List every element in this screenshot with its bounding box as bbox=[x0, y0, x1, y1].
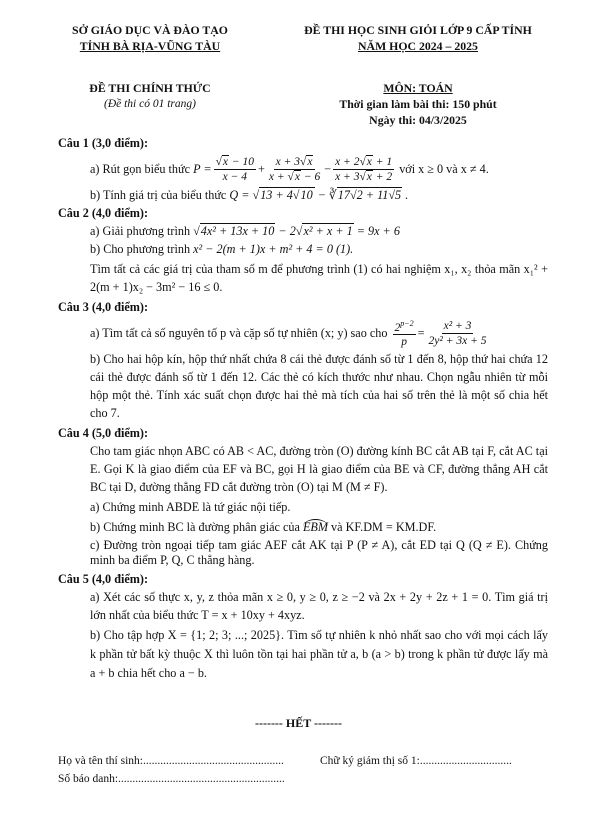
question-1b bbox=[90, 186, 548, 204]
question-5a: a) Xét các số thực x, y, z thỏa mãn x ≥ 0, y ≥ 0, z ≥ −2 và 2x + 2y + 2z + 1 = 0. Tìm giá trị lớn nhất của biểu thức T = x + 10xy + 4xyz. bbox=[90, 590, 548, 622]
invigilator-signature-line: Chữ ký giám thị số 1:................................ bbox=[320, 755, 512, 767]
question-4-intro: Cho tam giác nhọn ABC có AB < AC, đường tròn (O) đường kính BC cắt AB tại F, cắt AC tại E. Gọi K là giao điểm của EF và BC, gọi H là giao điểm của BE và CF, đường thẳng AH cắt BC tại D, đường thẳng FD cắt đường tròn (O) tại M (M ≠ F). bbox=[90, 444, 548, 494]
pages-note: (Đề thi có 01 trang) bbox=[104, 98, 196, 110]
question-5b: b) Cho tập hợp X = {1; 2; 3; ...; 2025}. Tìm số tự nhiên k nhỏ nhất sao cho với mọi cách lấy k phần tử bất kỳ thuộc X thì luôn tồn tại hai phần tử a, b (a > b) trong k phần tử được lấy mà a + b chia hết cho a − b. bbox=[90, 628, 548, 680]
question-2b-more: Tìm tất cả các giá trị của tham số m để phương trình (1) có hai nghiệm x₁, x₂ thỏa mãn x₁² + 2(m + 1)x₂ − 3m² − 16 ≤ 0. bbox=[90, 262, 548, 294]
question-2a bbox=[90, 222, 548, 240]
duration-label: Thời gian làm bài thi: 150 phút bbox=[339, 97, 497, 111]
department-line-2: TỈNH BÀ RỊA-VŨNG TÀU bbox=[79, 39, 221, 53]
candidate-number-line: Số báo danh:.......................................................... bbox=[58, 773, 285, 785]
exam-date-label: Ngày thi: 04/3/2025 bbox=[369, 113, 467, 127]
question-1a-condition: với x ≥ 0 và x ≠ 4. bbox=[399, 162, 489, 176]
formula-p: P = bbox=[193, 162, 212, 176]
question-4b-tail: và KF.DM = KM.DF. bbox=[331, 520, 437, 534]
formula-p-frac1: $\frac{√x - 10}{x - 4}$ bbox=[215, 155, 255, 183]
footer bbox=[58, 752, 558, 788]
exam-content bbox=[58, 134, 548, 683]
department-header bbox=[40, 22, 260, 54]
formula-3a-left: $\frac{2^{p-2}}{p}$ bbox=[394, 318, 414, 349]
question-4a: a) Chứng minh ABDE là tứ giác nội tiếp. bbox=[90, 500, 291, 514]
formula-2a: √4x² + 13x + 10 − 2√x² + x + 1 = 9x + 6 bbox=[193, 224, 400, 238]
question-2b bbox=[90, 240, 548, 258]
question-2b-text: b) Cho phương trình bbox=[90, 242, 191, 256]
formula-p-frac3: $\frac{x + 2√x + 1}{x + 3√x + 2}$ bbox=[335, 155, 393, 183]
angle-ebm: EBM bbox=[302, 520, 328, 534]
department-line-1: SỞ GIÁO DỤC VÀ ĐÀO TẠO bbox=[72, 23, 228, 37]
question-2a-text: a) Giải phương trình bbox=[90, 224, 191, 238]
exam-header bbox=[268, 22, 568, 54]
question-1a-text: a) Rút gọn biểu thức bbox=[90, 162, 191, 176]
question-4-title: Câu 4 (5,0 điểm): bbox=[58, 426, 149, 440]
formula-2b: x² − 2(m + 1)x + m² + 4 = 0 (1). bbox=[193, 242, 354, 256]
question-3-title: Câu 3 (4,0 điểm): bbox=[58, 300, 149, 314]
exam-title: ĐỀ THI HỌC SINH GIỎI LỚP 9 CẤP TỈNH bbox=[304, 23, 532, 37]
subject-label: MÔN: TOÁN bbox=[383, 81, 453, 95]
question-1b-text: b) Tính giá trị của biểu thức bbox=[90, 188, 227, 202]
school-year: NĂM HỌC 2024 – 2025 bbox=[358, 39, 478, 53]
formula-3a-right: $\frac{\text{x² + 3}}{\text{2y² + 3x + 5}}$ bbox=[428, 319, 487, 347]
question-3a-text: a) Tìm tất cả số nguyên tố p và cặp số tự nhiên (x; y) sao cho bbox=[90, 326, 388, 340]
question-4c: c) Đường tròn ngoại tiếp tam giác AEF cắt AK tại P (P ≠ A), cắt ED tại Q (Q ≠ E). Chứng minh ba điểm P, Q, C thẳng hàng. bbox=[90, 538, 548, 567]
official-block bbox=[40, 80, 260, 112]
question-3b: b) Cho hai hộp kín, hộp thứ nhất chứa 8 cái thẻ được đánh số từ 1 đến 8, hộp thứ hai chứa 12 cái thẻ được đánh số từ 1 đến 12. Các thẻ có kích thước như nhau. Chọn ngẫu nhiên từ mỗi hộp một thẻ. Tính xác suất chọn được hai thẻ mà tích của hai số trên thẻ là một số chia hết cho 7. bbox=[90, 352, 548, 420]
formula-q: Q = √13 + 4√10 − ∛17√2 + 11√5 . bbox=[229, 188, 409, 202]
formula-p-frac2: $\frac{x + 3√x}{x + √x - 6}$ bbox=[268, 155, 321, 183]
end-mark: ------- HẾT ------- bbox=[254, 716, 343, 730]
subject-block bbox=[268, 80, 568, 128]
question-5-title: Câu 5 (4,0 điểm): bbox=[58, 572, 149, 586]
official-label: ĐỀ THI CHÍNH THỨC bbox=[89, 81, 211, 95]
candidate-name-line: Họ và tên thí sinh:................................................. bbox=[58, 755, 284, 767]
question-4b-text: b) Chứng minh BC là đường phân giác của bbox=[90, 520, 300, 534]
question-4b bbox=[90, 518, 548, 536]
question-3a: a) Tìm tất cả số nguyên tố p và cặp số tự nhiên (x; y) sao cho $\frac{2^{p-2}}{p}$ = $\frac{\text{x² + 3}}{\text{2y² + 3x + 5}}$ bbox=[90, 318, 487, 349]
question-1a: a) Rút gọn biểu thức P = $\frac{√x - 10}{x - 4}$ + $\frac{x + 3√x}{x + √x - 6}$ − $\frac{x + 2√x + 1}{x + 3√x + 2}$ với x ≥ 0 và x ≠ 4. bbox=[90, 155, 489, 183]
question-2-title: Câu 2 (4,0 điểm): bbox=[58, 206, 149, 220]
question-1-title: Câu 1 (3,0 điểm): bbox=[58, 136, 149, 150]
